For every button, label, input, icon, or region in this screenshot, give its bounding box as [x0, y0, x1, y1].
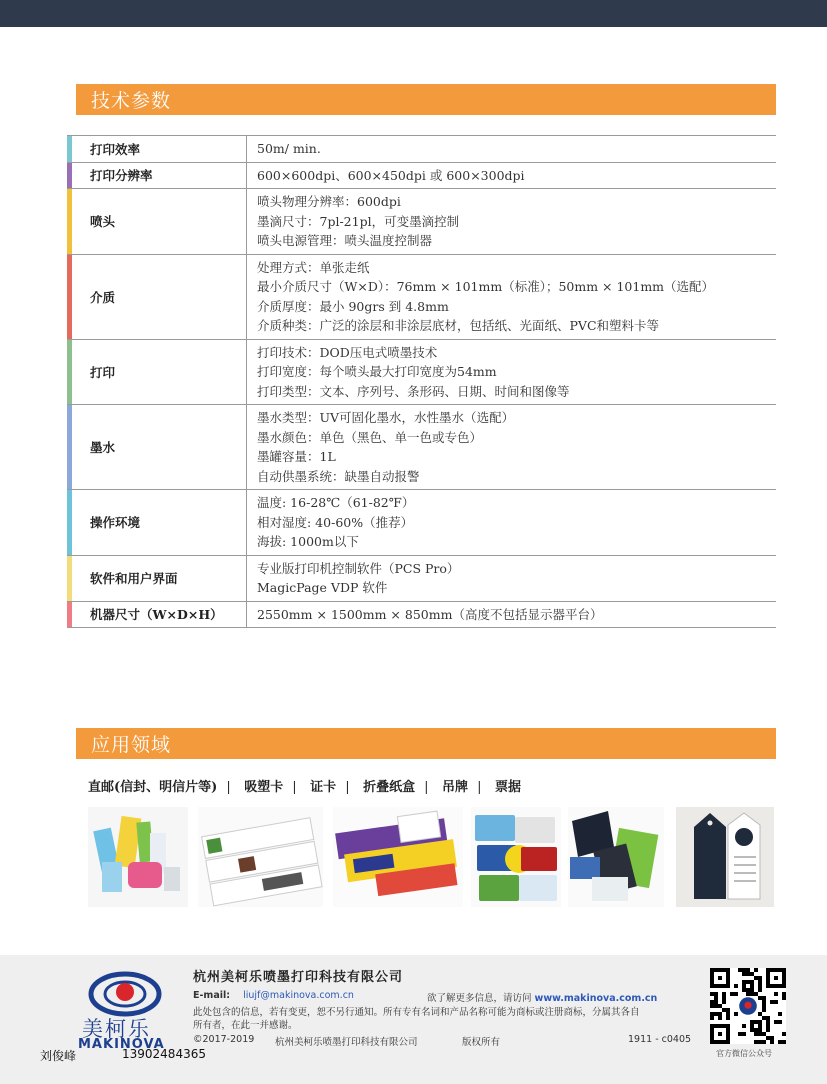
spec-row — [67, 189, 776, 255]
spec-value-line: 打印宽度：每个喷头最大打印宽度为54mm — [257, 364, 497, 379]
spec-values — [247, 163, 776, 189]
spec-value-line: 海拔: 1000m以下 — [257, 534, 359, 549]
spec-row — [67, 135, 776, 163]
application-item: 吸塑卡 — [244, 780, 284, 795]
copyright-company: 杭州美柯乐喷墨打印科技有限公司 — [275, 1037, 418, 1048]
spec-values — [247, 405, 776, 489]
spec-value-line: 2550mm × 1500mm × 850mm（高度不包括显示器平台） — [257, 606, 603, 622]
spec-value-line: 墨罐容量：1L — [257, 449, 336, 464]
spec-value-line: 相对湿度: 40-60%（推荐） — [257, 514, 414, 530]
spec-value-line: 自动供墨系统：缺墨自动报警 — [257, 468, 420, 484]
spec-label: 墨水 — [72, 405, 247, 489]
top-banner — [0, 0, 827, 27]
spec-row — [67, 163, 776, 190]
contact-name: 刘俊峰 — [40, 1049, 77, 1063]
document-code: 1911 - c0405 — [628, 1034, 692, 1045]
website-line — [427, 990, 657, 1004]
applications-list: 直邮(信封、明信片等) | 吸塑卡 | 证卡 | 折叠纸盒 | 吊牌 | 票据 — [88, 780, 521, 795]
application-item: 吊牌 — [442, 780, 469, 795]
more-info-text: 欲了解更多信息，请访问 — [427, 993, 532, 1004]
spec-label: 打印 — [72, 340, 247, 405]
application-item: 证卡 — [310, 780, 337, 795]
spec-row — [67, 602, 776, 629]
spec-value-line: 喷头电源管理：喷头温度控制器 — [257, 233, 433, 248]
application-photos — [88, 807, 778, 907]
spec-value-line: 专业版打印机控制软件（PCS Pro） — [257, 560, 460, 576]
spec-row — [67, 405, 776, 490]
spec-value-line: 墨水颜色：单色（黑色、单一色或专色） — [257, 429, 483, 445]
company-name: 杭州美柯乐喷墨打印科技有限公司 — [193, 970, 404, 985]
copyright: ©2017-2019 — [193, 1034, 255, 1045]
spec-value-line: 墨滴尺寸：7pl-21pl，可变墨滴控制 — [257, 213, 460, 229]
hang-tags-photo — [676, 807, 774, 907]
apps-section-title: 应用领域 — [91, 734, 172, 756]
spec-value-line: 墨水类型：UV可固化墨水，水性墨水（选配） — [257, 410, 515, 425]
spec-value-line: 温度: 16-28℃（61-82℉） — [257, 495, 415, 510]
qr-caption: 官方微信公众号 — [716, 1049, 772, 1058]
logo-english-text: MAKINOVA — [78, 1037, 165, 1052]
spec-row — [67, 255, 776, 340]
qr-code — [710, 968, 786, 1044]
email-link[interactable]: liujf@makinova.com.cn — [243, 990, 354, 1001]
envelopes-photo — [568, 807, 664, 907]
website-link[interactable]: www.makinova.com.cn — [534, 993, 658, 1004]
spec-value-line: 50m/ min. — [257, 141, 321, 156]
spec-values — [247, 255, 776, 339]
spec-label: 打印分辨率 — [72, 163, 247, 189]
email-label: E-mail: — [193, 990, 231, 1001]
specs-section-title: 技术参数 — [91, 90, 172, 112]
application-item: 票据 — [494, 780, 521, 795]
spec-value-line: 介质厚度：最小 90grs 到 4.8mm — [257, 298, 449, 314]
specs-section-header — [67, 84, 776, 115]
spec-value-line: 处理方式：单张走纸 — [257, 259, 370, 275]
notice-line-2: 所有者，在此一并感谢。 — [193, 1020, 298, 1031]
rights-reserved: 版权所有 — [462, 1037, 501, 1048]
spec-value-line: 最小介质尺寸（W×D）：76mm × 101mm（标准）；50mm × 101mm（选配） — [257, 279, 715, 294]
spec-label: 机器尺寸（W×D×H） — [72, 602, 247, 628]
spec-values — [247, 340, 776, 405]
cosmetic-packaging-photo — [88, 807, 188, 907]
tickets-photo — [333, 807, 463, 907]
spec-label: 介质 — [72, 255, 247, 339]
spec-value-line: 600×600dpi、600×450dpi 或 600×300dpi — [257, 167, 525, 183]
spec-value-line: MagicPage VDP 软件 — [257, 580, 388, 595]
spec-values — [247, 602, 776, 628]
spec-label: 喷头 — [72, 189, 247, 254]
spec-label: 软件和用户界面 — [72, 556, 247, 601]
spec-value-line: 打印技术：DOD压电式喷墨技术 — [257, 344, 438, 360]
spec-table — [67, 135, 776, 628]
spec-label: 操作环境 — [72, 490, 247, 555]
spec-values — [247, 136, 776, 162]
spec-values — [247, 189, 776, 254]
spec-row — [67, 340, 776, 406]
postcards-photo — [198, 807, 323, 907]
notice-line-1: 此处包含的信息，若有变更，恕不另行通知。所有专有名词和产品名称可能为商标或注册商标，分属其各自 — [193, 1007, 640, 1018]
contact-phone: 13902484365 — [122, 1047, 206, 1061]
email-line — [193, 990, 354, 1001]
spec-values — [247, 490, 776, 555]
apps-section-header — [67, 728, 776, 759]
cards-photo — [471, 807, 561, 907]
spec-value-line: 打印类型：文本、序列号、条形码、日期、时间和图像等 — [257, 383, 570, 399]
application-item: 直邮(信封、明信片等) — [88, 780, 218, 795]
spec-row — [67, 556, 776, 602]
spec-value-line: 喷头物理分辨率：600dpi — [257, 194, 401, 209]
spec-values — [247, 556, 776, 601]
spec-value-line: 介质种类：广泛的涂层和非涂层底材，包括纸、光面纸、PVC和塑料卡等 — [257, 318, 660, 333]
logo-chinese-text: 美柯乐 — [82, 1017, 151, 1041]
spec-row — [67, 490, 776, 556]
spec-label: 打印效率 — [72, 136, 247, 162]
application-item: 折叠纸盒 — [363, 780, 416, 795]
